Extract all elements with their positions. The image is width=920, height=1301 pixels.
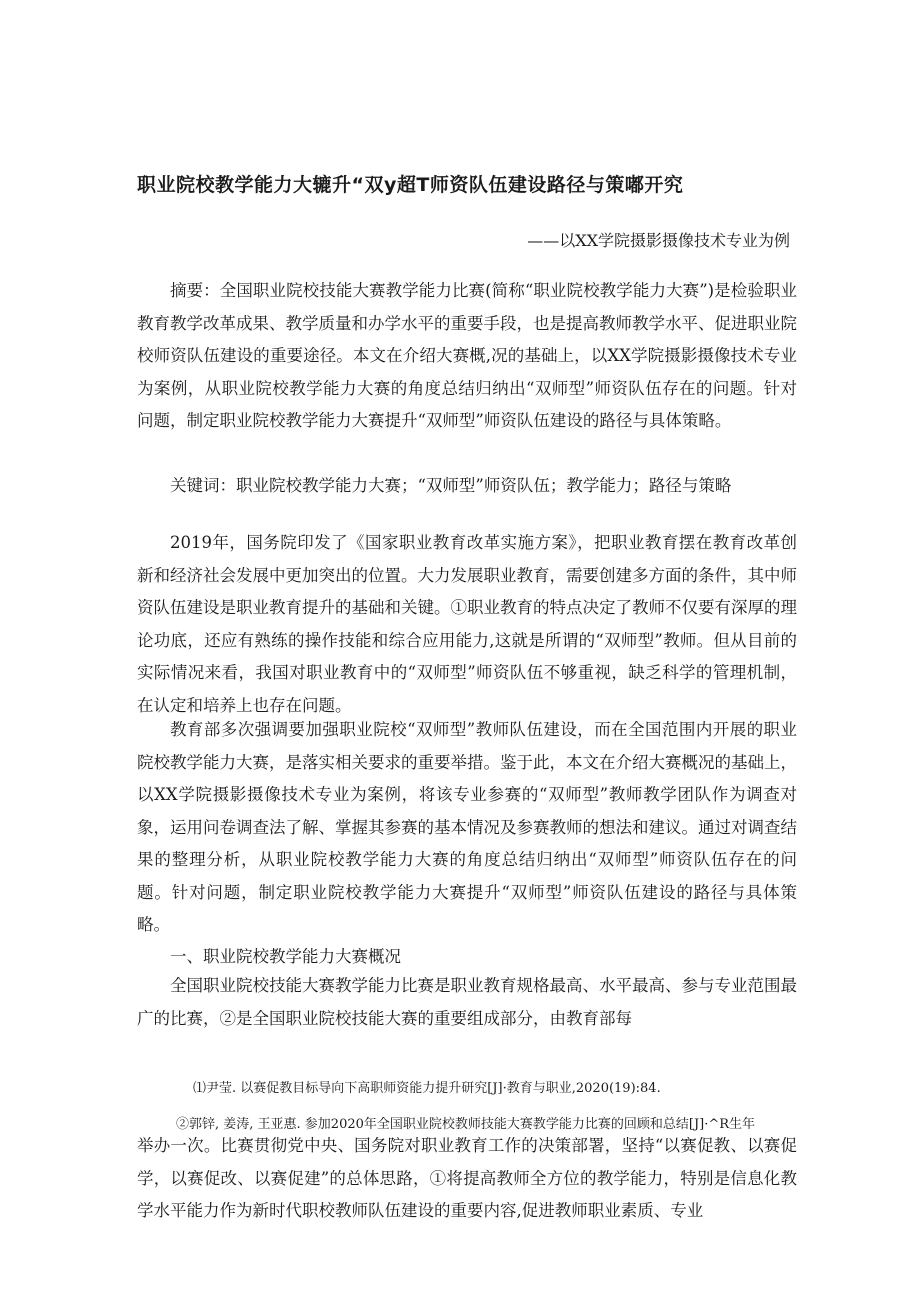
body-paragraph-3: 全国职业院校技能大赛教学能力比赛是职业教育规格最高、水平最高、参与专业范围最广的比赛，②是全国职业院校技能大赛的重要组成部分，由教育部每 — [137, 976, 797, 1028]
section-heading: 一、职业院校教学能力大赛概况 — [170, 947, 401, 966]
body-paragraph-4: 举办一次。比赛贯彻党中央、国务院对职业教育工作的决策部署，坚持“以赛促教、以赛促学，以赛促改、以赛促建”的总体思路，①将提高教师全方位的教学能力，特别是信息化教学水平能力作为新时代职校教师队伍建设的重要内容,促进教师职业素质、专业 — [137, 1136, 797, 1220]
body-paragraph-2: 教育部多次强调要加强职业院校“双师型”教师队伍建设，而在全国范围内开展的职业院校教学能力大赛，是落实相关要求的重要举措。鉴于此，本文在介绍大赛概况的基础上，以XX学院摄影摄像技术专业为案例，将该专业参赛的“双师型”教师教学团队作为调查对象，运用问卷调查法了解、掌握其参赛的基本情况及参赛教师的想法和建议。通过对调查结果的整理分析，从职业院校教学能力大赛的角度总结归纳出“双师型”师资队伍存在的问题。针对问题，制定职业院校教学能力大赛提升“双师型”师资队伍建设的路径与具体策略。 — [137, 720, 797, 934]
footnote-1: ⑴尹莹. 以赛促教目标导向下高职师资能力提升研究[J]·教育与职业,2020(19):84. — [193, 1081, 661, 1096]
body-paragraph-1: 2019年，国务院印发了《国家职业教育改革实施方案》，把职业教育摆在教育改革创新和经济社会发展中更加突出的位置。大力发展职业教育，需要创建多方面的条件，其中师资队伍建设是职业教育提升的基础和关键。①职业教育的特点决定了教师不仅要有深厚的理论功底，还应有熟练的操作技能和综合应用能力,这就是所谓的“双师型”教师。但从目前的实际情况来看，我国对职业教育中的“双师型”师资队伍不够重视，缺乏科学的管理机制，在认定和培养上也存在问题。 — [137, 533, 797, 715]
footnote-2: ②郭锌, 姜涛, 王亚惠. 参加2020年全国职业院校教师技能大赛教学能力比赛的回顾和总结[J]·^R生年 — [176, 1117, 756, 1132]
document-subtitle: ——以XX学院摄影摄像技术专业为例 — [527, 231, 790, 250]
document-title: 职业院校教学能力大辘升“双y超T师资队伍建设路径与策嘟开究 — [137, 174, 684, 196]
keywords-line: 关键词：职业院校教学能力大赛；“双师型”师资队伍；教学能力；路径与策略 — [170, 476, 732, 495]
abstract-paragraph: 摘要：全国职业院校技能大赛教学能力比赛(简称“职业院校教学能力大赛”)是检验职业教育教学改革成果、教学质量和办学水平的重要手段，也是提高教师教学水平、促进职业院校师资队伍建设的重要途径。本文在介绍大赛概,况的基础上，以XX学院摄影摄像技术专业为案例，从职业院校教学能力大赛的角度总结归纳出“双师型”师资队伍存在的问题。针对问题，制定职业院校教学能力大赛提升“双师型”师资队伍建设的路径与具体策略。 — [137, 281, 797, 430]
